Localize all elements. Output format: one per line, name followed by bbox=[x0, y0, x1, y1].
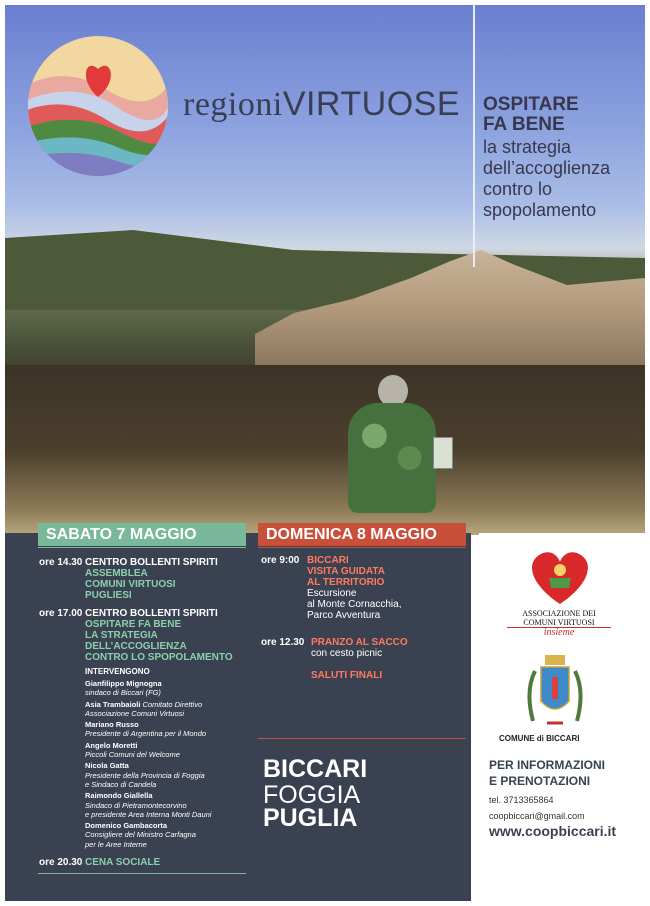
contact-email: coopbiccari@gmail.com bbox=[489, 811, 585, 821]
biccari-coat-of-arms-icon bbox=[523, 651, 587, 729]
comune-name: COMUNE di BICCARI bbox=[499, 734, 580, 743]
speakers-list bbox=[85, 679, 255, 849]
sun-slot1-l1: BICCARI bbox=[307, 555, 349, 566]
speaker-role: Presidente della Provincia di Foggia bbox=[85, 770, 205, 780]
sun-slot1-d2: al Monte Cornacchia, bbox=[307, 599, 402, 610]
sat-slot2 bbox=[85, 608, 233, 663]
sat-slot2-l3: DELL’ACCOGLIENZA bbox=[85, 641, 187, 652]
association-line3: insieme bbox=[543, 627, 575, 638]
headline-title-2: FA BENE bbox=[483, 114, 565, 135]
speaker-role: Sindaco di Pietramontecorvino bbox=[85, 800, 187, 810]
brand-wordmark bbox=[183, 85, 460, 124]
saturday-rule bbox=[38, 547, 246, 548]
speaker-item bbox=[85, 821, 255, 849]
sun-slot2-d1: con cesto picnic bbox=[311, 648, 383, 659]
speaker-item bbox=[85, 791, 255, 819]
brand-part2: VIRTUOSE bbox=[282, 85, 460, 123]
location-region: PUGLIA bbox=[263, 804, 358, 832]
sat-slot2-l4: CONTRO LO SPOPOLAMENTO bbox=[85, 652, 233, 663]
contact-title-2: E PRENOTAZIONI bbox=[489, 774, 591, 788]
headline-block bbox=[483, 95, 643, 221]
sketchbook bbox=[433, 437, 453, 469]
sat-slot3-label: CENA SOCIALE bbox=[85, 857, 161, 868]
sun-slot1-time: ore 9:00 bbox=[261, 555, 300, 566]
contact-title bbox=[489, 757, 605, 789]
sat-slot1 bbox=[85, 557, 218, 601]
sun-slot2-label: PRANZO AL SACCO bbox=[311, 637, 408, 648]
contact-phone: tel. 3713365864 bbox=[489, 795, 554, 805]
sun-slot1-d1: Escursione bbox=[307, 588, 357, 599]
location-province: FOGGIA bbox=[263, 781, 361, 809]
sun-slot1 bbox=[307, 555, 402, 621]
sat-slot1-place: CENTRO BOLLENTI SPIRITI bbox=[85, 557, 218, 568]
speakers-title: INTERVENGONO bbox=[85, 667, 150, 676]
plowed-field bbox=[5, 365, 645, 535]
association-name bbox=[507, 609, 611, 637]
sun-slot2 bbox=[311, 637, 408, 659]
sun-slot1-d3: Parco Avventura bbox=[307, 610, 381, 621]
hero-photo bbox=[5, 5, 645, 533]
sat-slot2-time: ore 17.00 bbox=[39, 608, 83, 619]
speaker-name: Domenico Gambacorta bbox=[85, 821, 168, 831]
speaker-role-2: per le Aree Interne bbox=[85, 839, 147, 849]
man-shirt bbox=[348, 403, 436, 513]
association-line2: COMUNI VIRTUOSI bbox=[507, 618, 611, 628]
location-city: BICCARI bbox=[263, 755, 368, 783]
association-line1: ASSOCIAZIONE DEI bbox=[522, 609, 596, 618]
speaker-item bbox=[85, 720, 255, 739]
event-poster bbox=[5, 5, 645, 901]
saturday-bottom-rule bbox=[38, 873, 246, 874]
speaker-role: Presidente di Argentina per il Mondo bbox=[85, 729, 207, 739]
sat-slot1-time: ore 14.30 bbox=[39, 557, 83, 568]
speaker-role-2: Associazione Comuni Virtuosi bbox=[85, 708, 185, 718]
contact-title-1: PER INFORMAZIONI bbox=[489, 758, 605, 772]
speaker-name: Gianfilippo Mignogna bbox=[85, 679, 162, 688]
sunday-rule bbox=[258, 547, 466, 548]
contact-website: www.coopbiccari.it bbox=[489, 823, 617, 839]
divider-line bbox=[473, 5, 475, 267]
sat-slot3-time: ore 20.30 bbox=[39, 857, 83, 868]
speaker-role: Comitato Direttivo bbox=[142, 699, 203, 709]
saturday-header: SABATO 7 MAGGIO bbox=[38, 523, 246, 546]
sat-slot2-place: CENTRO BOLLENTI SPIRITI bbox=[85, 608, 218, 619]
speaker-role-2: e presidente Area Interna Monti Dauni bbox=[85, 809, 212, 819]
speaker-item bbox=[85, 741, 255, 760]
speaker-role-2: e Sindaco di Candela bbox=[85, 779, 157, 789]
speaker-role: Consigliere del Ministro Carfagna bbox=[85, 830, 196, 840]
speaker-role: Piccoli Comuni del Welcome bbox=[85, 750, 180, 760]
closing-label: SALUTI FINALI bbox=[311, 670, 383, 681]
speaker-name: Nicola Gatta bbox=[85, 761, 129, 771]
sun-slot1-l3: AL TERRITORIO bbox=[307, 577, 385, 588]
speaker-name: Angelo Moretti bbox=[85, 740, 138, 750]
sun-slot1-l2: VISITA GUIDATA bbox=[307, 566, 385, 577]
sat-slot1-l3: PUGLIESI bbox=[85, 590, 132, 601]
speaker-item bbox=[85, 679, 255, 698]
sat-slot1-l1: ASSEMBLEA bbox=[85, 568, 148, 579]
headline-sub-4: spopolamento bbox=[483, 200, 597, 220]
headline-sub-3: contro lo bbox=[483, 179, 553, 199]
sun-slot2-time: ore 12.30 bbox=[261, 637, 305, 648]
headline-sub-2: dell’accoglienza bbox=[483, 158, 611, 178]
headline-title-1: OSPITARE bbox=[483, 94, 579, 115]
sunday-header: DOMENICA 8 MAGGIO bbox=[258, 523, 466, 546]
sat-slot1-l2: COMUNI VIRTUOSI bbox=[85, 579, 176, 590]
regioni-virtuose-logo-icon bbox=[27, 35, 169, 177]
headline-sub-1: la strategia bbox=[483, 137, 572, 157]
speaker-name: Raimondo Giallella bbox=[85, 791, 153, 801]
speaker-role: sindaco di Biccari (FG) bbox=[85, 688, 161, 698]
speaker-item bbox=[85, 761, 255, 789]
brand-part1: regioni bbox=[183, 86, 283, 123]
location-rule bbox=[258, 738, 466, 739]
seated-man-figure bbox=[340, 375, 445, 515]
speaker-name: Asia Trambaioli bbox=[85, 699, 141, 709]
sat-slot2-l1: OSPITARE FA BENE bbox=[85, 619, 182, 630]
speaker-item bbox=[85, 700, 255, 719]
association-heart-logo-icon bbox=[525, 548, 595, 606]
speaker-name: Mariano Russo bbox=[85, 720, 139, 730]
sat-slot2-l2: LA STRATEGIA bbox=[85, 630, 158, 641]
